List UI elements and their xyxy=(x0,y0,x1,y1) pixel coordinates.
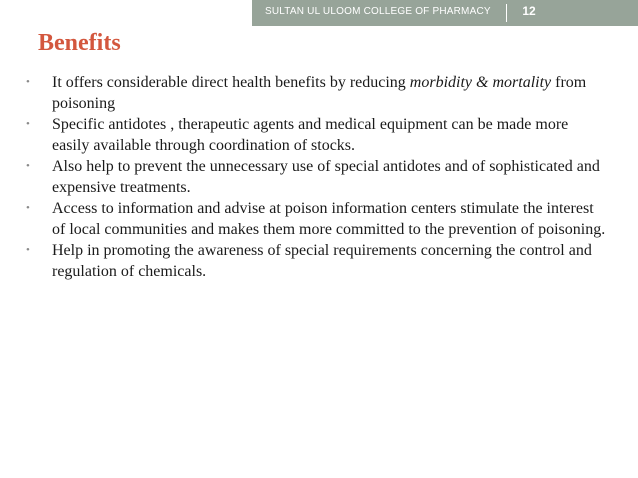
bullet-emphasis: morbidity & mortality xyxy=(409,74,552,91)
bullet-text: Also help to prevent the unnecessary use of special antidotes and of sophisticated and expensive treatments. xyxy=(52,158,600,196)
header-college-name: SULTAN UL ULOOM COLLEGE OF PHARMACY xyxy=(265,6,491,17)
bullet-marker: • xyxy=(26,118,30,130)
bullet-text: Access to information and advise at poison information centers stimulate the interest of local communities and makes them more committed to the prevention of poisoning. xyxy=(52,200,606,238)
page-number: 12 xyxy=(522,4,536,18)
bullet-list xyxy=(26,72,606,282)
bullet-marker: • xyxy=(26,244,30,256)
slide-title: Benefits xyxy=(38,30,121,56)
bullet-marker: • xyxy=(26,202,30,214)
bullet-item xyxy=(26,72,606,114)
bullet-marker: • xyxy=(26,160,30,172)
bullet-text: Specific antidotes , therapeutic agents and medical equipment can be made more easily available through coordination of stocks. xyxy=(52,116,569,154)
bullet-item xyxy=(26,198,606,240)
bullet-item xyxy=(26,156,606,198)
bullet-text: from poisoning xyxy=(52,74,587,112)
bullet-marker: • xyxy=(26,76,30,88)
bullet-item xyxy=(26,240,606,282)
bullet-text: It offers considerable direct health benefits by reducing xyxy=(52,74,410,91)
bullet-item xyxy=(26,114,606,156)
bullet-text: Help in promoting the awareness of special requirements concerning the control and regulation of chemicals. xyxy=(52,242,592,280)
header-divider xyxy=(506,4,507,22)
